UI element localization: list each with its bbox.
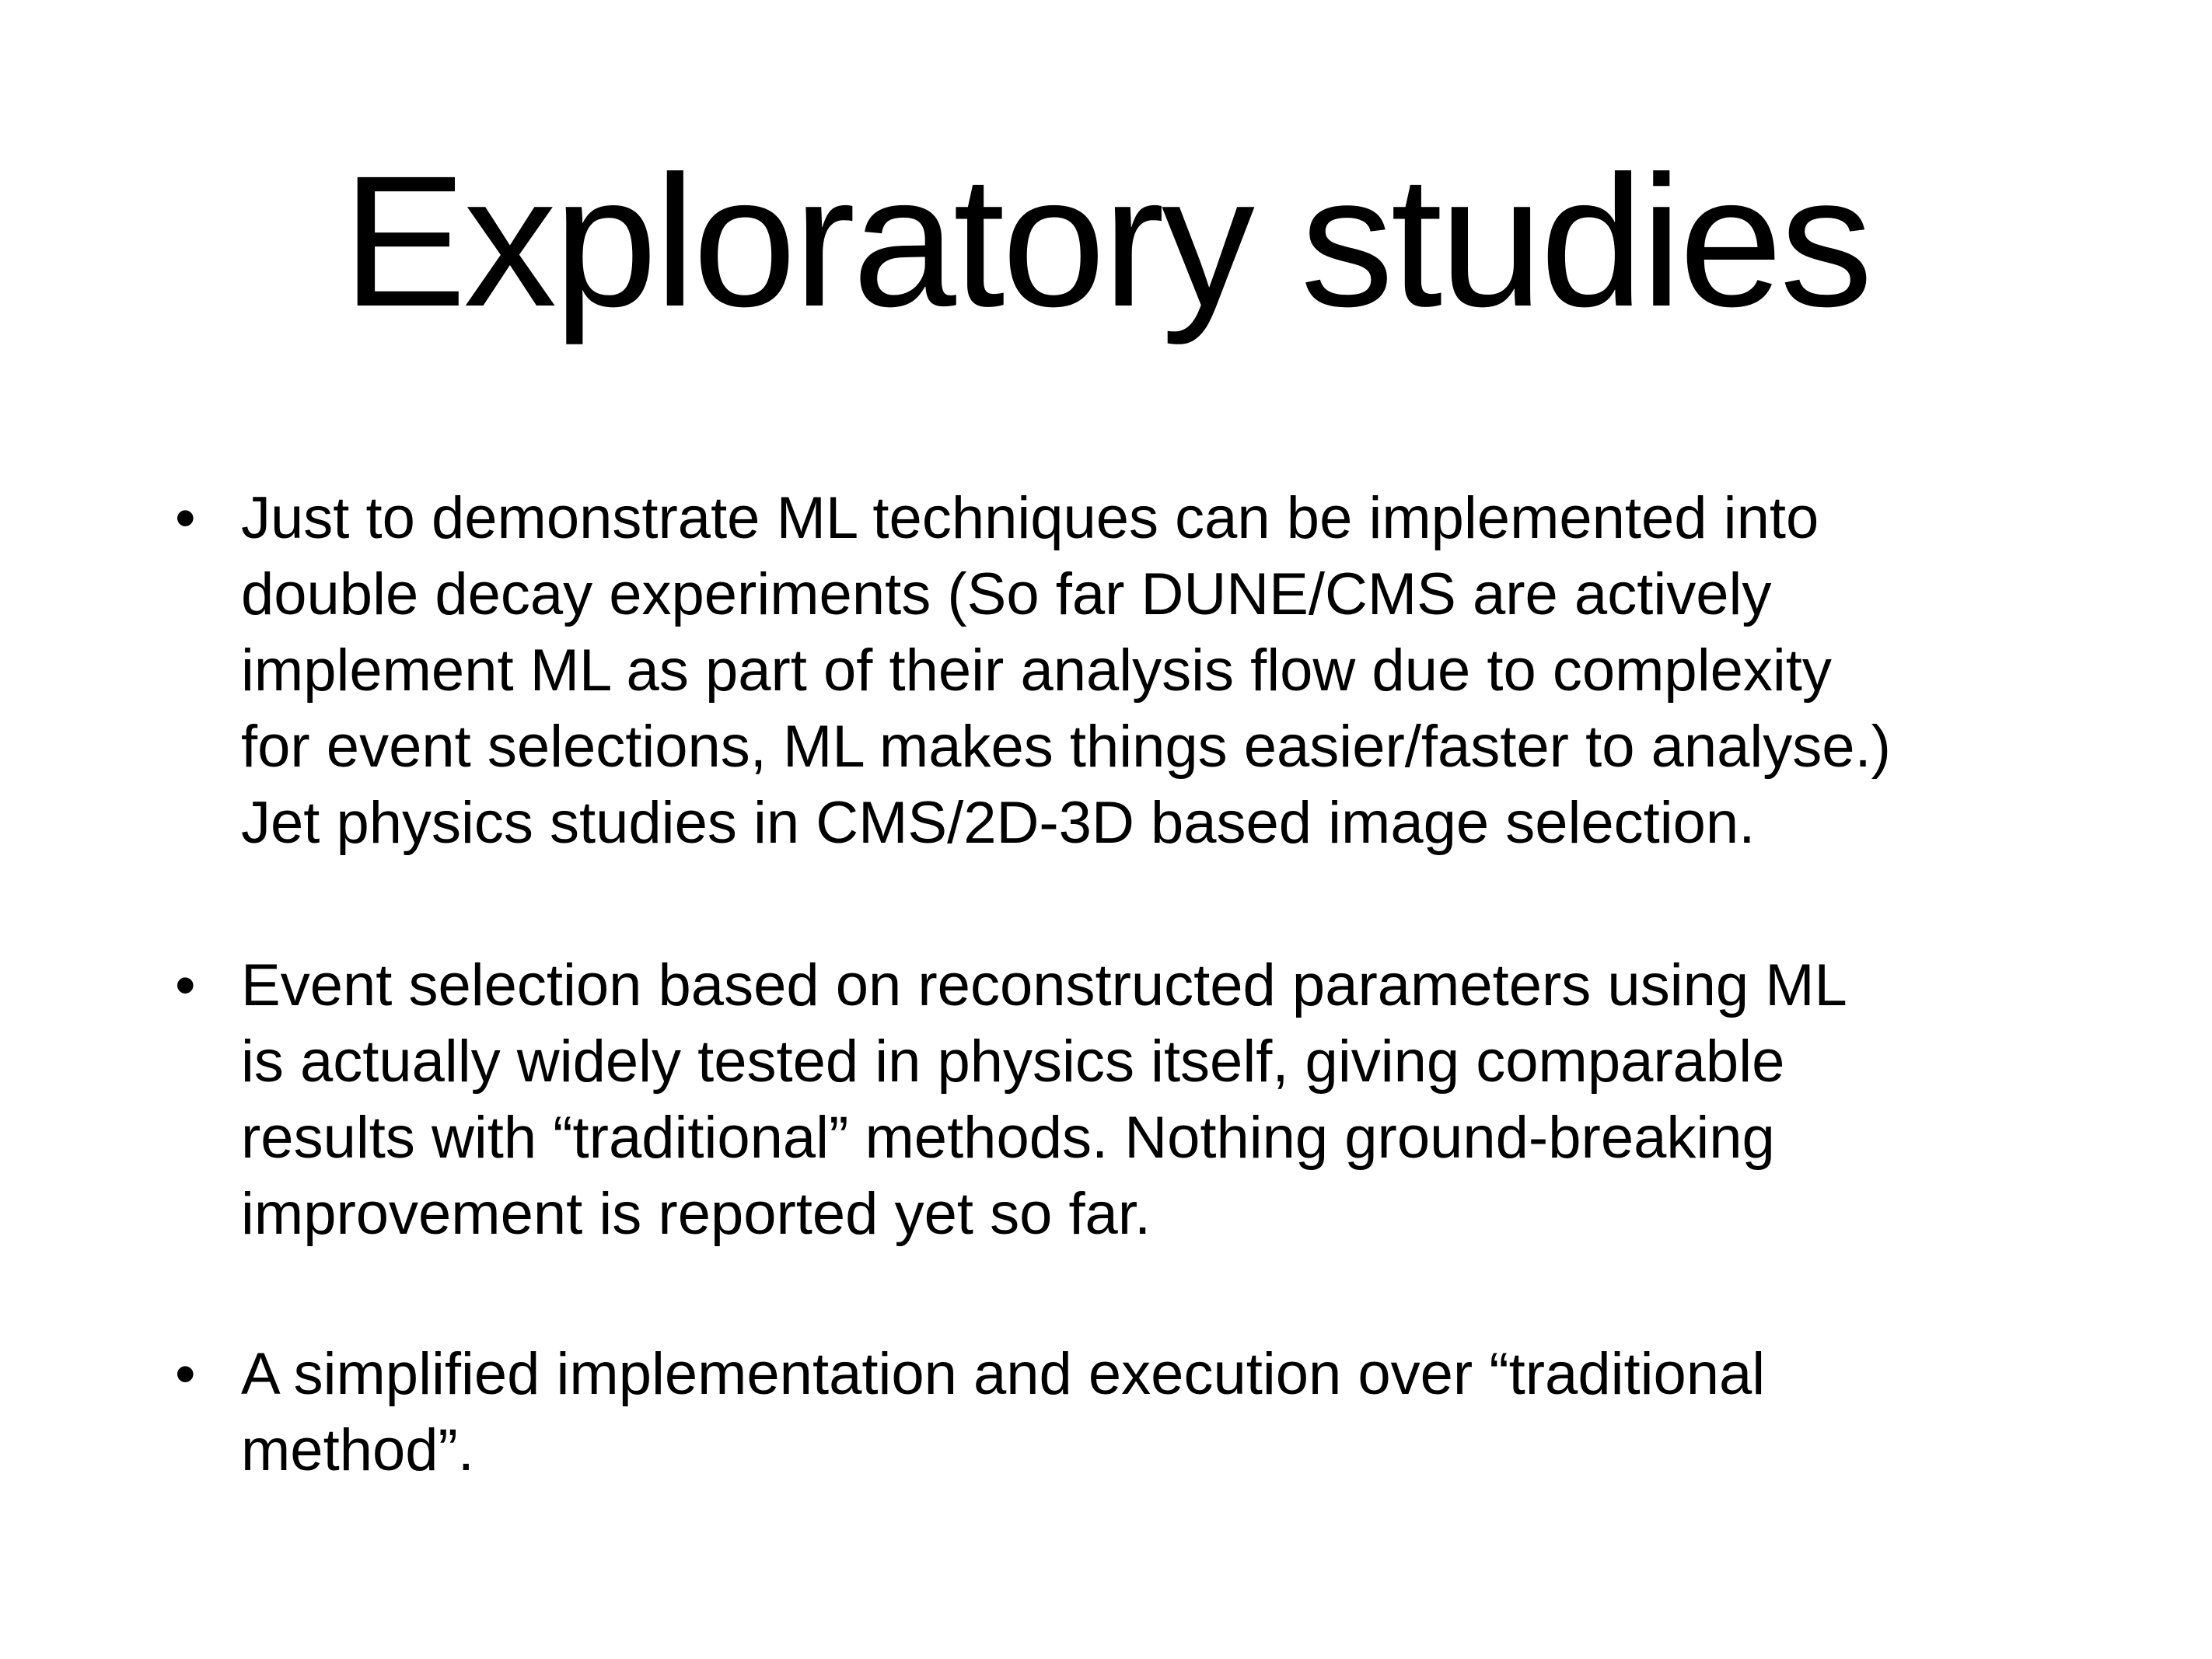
slide-title: Exploratory studies [342, 137, 1870, 345]
bullet-text [241, 480, 2088, 861]
bullet-line: results with “traditional” methods. Nothing ground-breaking [241, 1105, 1775, 1171]
bullet-line: A simplified implementation and execution over “traditional [241, 1341, 1766, 1407]
bullet-line: Just to demonstrate ML techniques can be implemented into [241, 485, 1819, 551]
bullet-line: Event selection based on reconstructed parameters using ML [241, 952, 1847, 1018]
bullet-line: Jet physics studies in CMS/2D-3D based image selection. [241, 790, 1756, 856]
bullet-line: is actually widely tested in physics itself, giving comparable [241, 1029, 1785, 1095]
bullet-line: improvement is reported yet so far. [241, 1181, 1151, 1247]
bullet-text [241, 948, 2088, 1252]
bullet-line: double decay experiments (So far DUNE/CMS are actively [241, 561, 1772, 627]
bullet-text [241, 1336, 2088, 1489]
bullet-icon: • [175, 952, 196, 1018]
bullet-line: implement ML as part of their analysis flow due to complexity [241, 637, 1832, 704]
bullet-line: for event selections, ML makes things easier/faster to analyse.) [241, 714, 1891, 780]
bullet-icon: • [175, 485, 196, 551]
bullet-line: method”. [241, 1417, 474, 1483]
bullet-icon: • [175, 1341, 196, 1407]
